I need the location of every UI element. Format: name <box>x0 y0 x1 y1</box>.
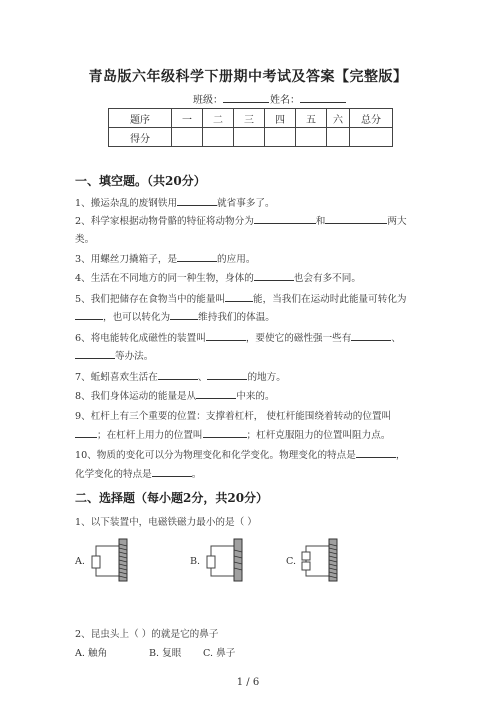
question-text: 就省事多了。 <box>217 198 275 209</box>
answer-blank[interactable] <box>177 252 217 262</box>
question-text: 。 <box>191 469 202 480</box>
answer-blank[interactable] <box>152 467 192 477</box>
question-text: 等办法。 <box>115 351 154 362</box>
question-text: 2、昆虫头上（ ）的就是它的鼻子 <box>75 629 219 640</box>
score-cell[interactable] <box>203 128 234 147</box>
question-text: 8、我们身体运动的能量是从 <box>75 391 197 402</box>
question-9-cont <box>75 427 390 441</box>
question-text: 5、我们把储存在食物当中的能量叫 <box>75 294 226 305</box>
class-label: 班级： <box>193 95 223 106</box>
option-c[interactable]: C. 鼻子 <box>203 648 236 659</box>
option-b[interactable]: B. 复眼 <box>149 648 182 659</box>
answer-blank[interactable] <box>356 448 396 458</box>
score-cell[interactable] <box>172 128 203 147</box>
question-text: 1、以下装置中，电磁铁磁力最小的是（ ） <box>75 517 257 528</box>
question-8 <box>75 388 275 402</box>
answer-blank[interactable] <box>351 331 391 341</box>
answer-blank[interactable] <box>170 310 198 320</box>
class-field <box>193 91 269 106</box>
question-text: 化学变化的特点是 <box>75 469 152 480</box>
table-cell: 五 <box>296 109 327 128</box>
question-text: 的应用。 <box>217 254 256 265</box>
option-label: C. <box>286 556 297 567</box>
score-cell[interactable] <box>234 128 265 147</box>
question-mc-1 <box>75 514 257 528</box>
answer-blank[interactable] <box>325 214 387 224</box>
page-title: 青岛版六年级科学下册期中考试及答案【完整版】 <box>88 69 408 85</box>
question-3 <box>75 251 255 265</box>
table-cell: 六 <box>327 109 350 128</box>
question-text: 和 <box>315 216 326 227</box>
score-table-score-row <box>109 128 393 147</box>
question-text: 中来的。 <box>236 391 275 402</box>
question-text: 、 <box>197 372 208 383</box>
score-cell[interactable] <box>327 128 350 147</box>
table-cell: 四 <box>265 109 296 128</box>
table-cell: 总分 <box>350 109 393 128</box>
question-text: ；杠杆克服阻力的位置叫阻力点。 <box>246 430 391 441</box>
score-table <box>108 108 393 147</box>
answer-blank[interactable] <box>225 292 253 302</box>
question-text: ，要使它的磁性强一些有 <box>245 333 352 344</box>
question-6 <box>75 330 401 344</box>
score-cell[interactable] <box>350 128 393 147</box>
section-heading-multiple-choice: 二、选择题（每小题2分，共20分） <box>75 491 269 505</box>
option-label: A. <box>75 556 85 567</box>
electromagnet-circuit-b-icon <box>203 536 255 584</box>
page-number: 1 / 6 <box>236 677 260 688</box>
question-text: 、 <box>391 333 401 344</box>
question-text: 两大 <box>387 216 407 227</box>
question-7 <box>75 369 286 383</box>
question-text: 也会有多不同。 <box>293 273 361 284</box>
score-cell[interactable] <box>265 128 296 147</box>
answer-blank[interactable] <box>203 428 247 438</box>
question-9 <box>75 408 391 422</box>
answer-blank[interactable] <box>254 271 294 281</box>
question-text: 9、杠杆上有三个重要的位置：支撑着杠杆， 使杠杆能围绕着转动的位置叫 <box>75 411 392 422</box>
table-cell: 二 <box>203 109 234 128</box>
table-cell: 一 <box>172 109 203 128</box>
electromagnet-circuit-c-icon <box>298 536 350 584</box>
question-text: ；在杠杆上用力的位置叫 <box>97 430 203 441</box>
question-1 <box>75 195 275 209</box>
answer-blank[interactable] <box>207 370 247 380</box>
question-text: 1、搬运杂乱的废钢铁用 <box>75 198 178 209</box>
table-cell: 三 <box>234 109 265 128</box>
question-10-cont <box>75 466 201 480</box>
electromagnet-circuit-a-icon <box>88 536 140 584</box>
question-text: 6、将电能转化成磁性的装置叫 <box>75 333 206 344</box>
section-heading-fill-in: 一、填空题。（共20分） <box>75 174 206 188</box>
question-10 <box>75 447 405 461</box>
answer-blank[interactable] <box>196 389 236 399</box>
question-text: 7、蚯蚓喜欢生活在 <box>75 372 158 383</box>
question-text: 3、用螺丝刀撬箱子，是 <box>75 254 178 265</box>
table-cell: 得分 <box>109 128 172 147</box>
question-text: ， <box>395 450 406 461</box>
question-5-cont <box>75 309 275 323</box>
answer-blank[interactable] <box>206 331 246 341</box>
answer-blank[interactable] <box>75 310 103 320</box>
question-2-cont <box>75 231 94 245</box>
question-text: 维持我们的体温。 <box>198 312 275 323</box>
class-blank[interactable] <box>223 92 269 103</box>
answer-blank[interactable] <box>158 370 198 380</box>
question-4 <box>75 270 361 284</box>
question-text: 能，当我们在运动时此能量可转化为 <box>253 294 407 305</box>
question-2 <box>75 213 407 227</box>
option-label: B. <box>190 556 201 567</box>
question-text: ，也可以转化为 <box>103 312 171 323</box>
question-text: 类。 <box>75 234 95 245</box>
question-text: 4、生活在不同地方的同一种生物，身体的 <box>75 273 254 284</box>
question-text: 的地方。 <box>247 372 286 383</box>
answer-blank[interactable] <box>177 196 217 206</box>
name-field <box>270 91 346 106</box>
option-b[interactable] <box>190 556 200 567</box>
score-cell[interactable] <box>296 128 327 147</box>
name-label: 姓名： <box>270 95 300 106</box>
option-a[interactable] <box>75 556 85 567</box>
question-mc-2 <box>75 626 218 640</box>
name-blank[interactable] <box>300 92 346 103</box>
question-5 <box>75 291 407 305</box>
option-a[interactable]: A. 触角 <box>75 648 108 659</box>
question-text: 2、科学家根据动物骨骼的特征将动物分为 <box>75 216 254 227</box>
answer-blank[interactable] <box>75 349 115 359</box>
table-cell: 题序 <box>109 109 172 128</box>
option-c[interactable] <box>286 556 296 567</box>
answer-blank[interactable] <box>254 214 316 224</box>
score-table-header-row <box>109 109 393 128</box>
answer-blank[interactable] <box>75 428 97 438</box>
question-text: 10、物质的变化可以分为物理变化和化学变化。物理变化的特点是 <box>75 450 356 461</box>
question-6-cont <box>75 348 153 362</box>
